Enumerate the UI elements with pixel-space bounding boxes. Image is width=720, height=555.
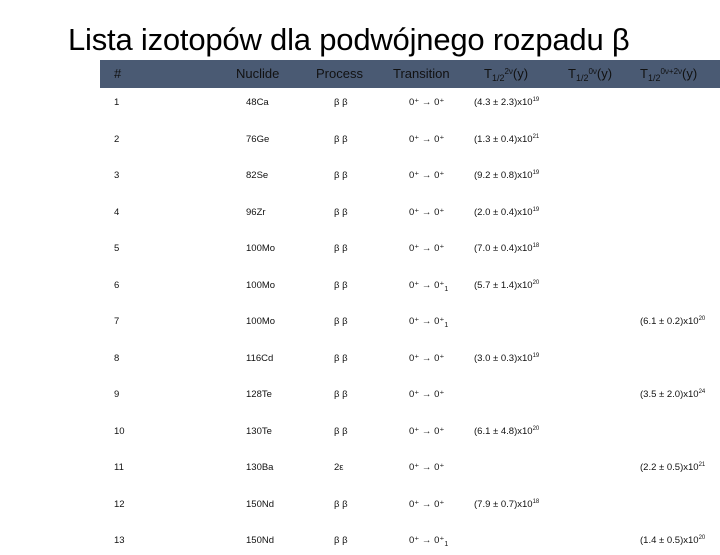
table-row	[0, 389, 720, 409]
nuclide-cell: 150Nd	[246, 535, 274, 546]
half-life-2nu-cell: $(4.3 \pm 2.3)x10^{19}$	[474, 97, 540, 108]
half-life-2nu-cell: $(7.0 \pm 0.4)x10^{18}$	[474, 243, 540, 254]
table-row	[0, 170, 720, 190]
header-process: Process	[316, 66, 363, 81]
transition-cell: 0⁺ → 0⁺	[409, 97, 445, 108]
nuclide-cell: 76Ge	[246, 133, 270, 145]
process-cell: β β	[334, 206, 348, 218]
transition-cell: $0^+ \to 0^+_1$	[409, 279, 449, 293]
process-cell: β β	[334, 498, 348, 510]
header-half-life-0nu-2nu: $T_{1/2}^{0\nu+2\nu}(y)$	[640, 66, 698, 83]
slide-title: Lista izotopów dla podwójnego rozpadu β	[68, 22, 630, 57]
transition-cell: 0⁺ → 0⁺	[409, 243, 445, 254]
nuclide-cell: 150Nd	[246, 498, 274, 510]
half-life-2nu-cell: $(6.1 \pm 4.8)x10^{20}$	[474, 425, 540, 437]
transition-cell: 0⁺ → 0⁺	[409, 462, 445, 473]
half-life-2nu-cell: $(9.2 \pm 0.8)x10^{19}$	[474, 170, 540, 181]
half-life-0nu-2nu-cell: $(1.4 \pm 0.5)x10^{20}$	[640, 535, 706, 546]
transition-cell: 0⁺ → 0⁺	[409, 170, 445, 181]
process-cell: β β	[334, 352, 348, 364]
transition-cell: 0⁺ → 0⁺	[409, 206, 445, 218]
row-number: 13	[114, 535, 125, 546]
process-cell: β β	[334, 170, 348, 181]
process-cell: β β	[334, 97, 348, 108]
table-row	[0, 280, 720, 300]
process-cell: β β	[334, 316, 348, 327]
header-half-life-2nu: $T_{1/2}^{2\nu}(y)$	[484, 66, 529, 83]
transition-cell: 0⁺ → 0⁺	[409, 425, 445, 437]
row-number: 12	[114, 498, 125, 510]
row-number: 6	[114, 279, 120, 291]
transition-cell: 0⁺ → 0⁺	[409, 352, 445, 364]
transition-cell: 0⁺ → 0⁺	[409, 498, 445, 510]
table-row	[0, 499, 720, 519]
process-cell: β β	[334, 243, 348, 254]
row-number: 1	[114, 97, 120, 108]
table-row	[0, 207, 720, 227]
table-row	[0, 353, 720, 373]
nuclide-cell: 100Mo	[246, 279, 276, 291]
transition-cell: $0^+ \to 0^+_1$	[409, 316, 449, 329]
nuclide-cell: 100Mo	[246, 243, 276, 254]
process-cell: β β	[334, 425, 348, 437]
half-life-0nu-2nu-cell: $(3.5 \pm 2.0)x10^{24}$	[640, 389, 706, 400]
row-number: 10	[114, 425, 125, 437]
process-cell: β β	[334, 279, 348, 291]
nuclide-cell: 100Mo	[246, 316, 276, 327]
row-number: 4	[114, 206, 120, 218]
row-number: 11	[114, 462, 124, 473]
process-cell: β β	[334, 535, 348, 546]
table-row	[0, 97, 720, 117]
row-number: 9	[114, 389, 120, 400]
row-number: 7	[114, 316, 120, 327]
nuclide-cell: 128Te	[246, 389, 272, 400]
table-row	[0, 243, 720, 263]
row-number: 2	[114, 133, 120, 145]
half-life-2nu-cell: $(5.7 \pm 1.4)x10^{20}$	[474, 279, 540, 291]
half-life-2nu-cell: $(1.3 \pm 0.4)x10^{21}$	[474, 133, 540, 145]
transition-cell: 0⁺ → 0⁺	[409, 133, 445, 145]
table-row	[0, 535, 720, 555]
table-row	[0, 316, 720, 336]
nuclide-cell: 116Cd	[246, 352, 274, 364]
nuclide-cell: 82Se	[246, 170, 269, 181]
row-number: 5	[114, 243, 120, 254]
header-transition: Transition	[393, 66, 450, 81]
row-number: 8	[114, 352, 120, 364]
process-cell: β β	[334, 389, 348, 400]
process-cell: 2ε	[334, 462, 344, 473]
half-life-0nu-2nu-cell: $(2.2 \pm 0.5)x10^{21}$	[640, 462, 706, 473]
transition-cell: 0⁺ → 0⁺	[409, 389, 445, 400]
process-cell: β β	[334, 133, 348, 145]
header-nuclide: Nuclide	[236, 66, 280, 81]
nuclide-cell: 96Zr	[246, 206, 266, 218]
table-row	[0, 426, 720, 446]
nuclide-cell: 130Te	[246, 425, 272, 437]
half-life-2nu-cell: $(7.9 \pm 0.7)x10^{18}$	[474, 498, 540, 510]
nuclide-cell: 48Ca	[246, 97, 269, 108]
table-row	[0, 462, 720, 482]
transition-cell: $0^+ \to 0^+_1$	[409, 535, 449, 548]
half-life-2nu-cell: $(2.0 \pm 0.4)x10^{19}$	[474, 206, 540, 218]
header-half-life-0nu: $T_{1/2}^{0\nu}(y)$	[568, 66, 613, 83]
half-life-0nu-2nu-cell: $(6.1 \pm 0.2)x10^{20}$	[640, 316, 706, 327]
nuclide-cell: 130Ba	[246, 462, 274, 473]
table-row	[0, 134, 720, 154]
row-number: 3	[114, 170, 120, 181]
header-number: #	[114, 66, 122, 81]
half-life-2nu-cell: $(3.0 \pm 0.3)x10^{19}$	[474, 352, 540, 364]
